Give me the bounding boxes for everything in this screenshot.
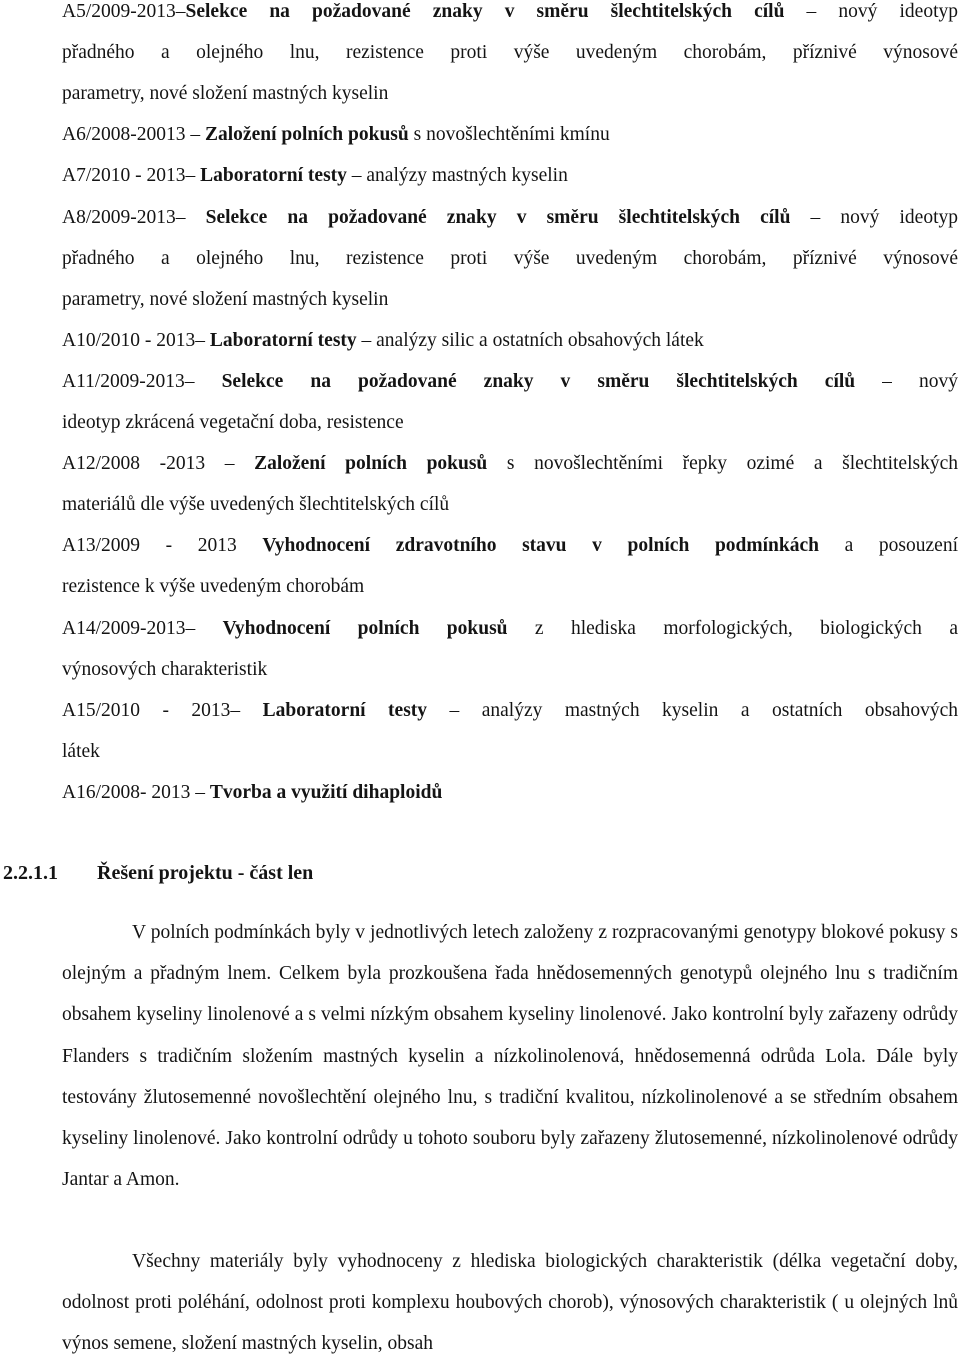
activity-title: Založení polních pokusů bbox=[205, 124, 409, 146]
activity-title: Selekce na požadované znaky v směru šlechtitelských cílů bbox=[185, 1, 785, 22]
paragraph-1 bbox=[62, 912, 958, 1200]
activity-code: A11/2009-2013– bbox=[62, 370, 222, 392]
list-line bbox=[62, 699, 958, 723]
activity-description: z hlediska morfologických, biologických a bbox=[507, 617, 958, 639]
list-line-text: přadného a olejného lnu, rezistence proti výše uvedeným chorobám, příznivé výnosové bbox=[62, 42, 958, 64]
list-line bbox=[62, 411, 404, 435]
activity-description: s novošlechtěními řepky ozimé a šlechtitelských bbox=[487, 453, 958, 475]
activity-title: Založení polních pokusů bbox=[254, 453, 488, 475]
list-line-text: ideotyp zkrácená vegetační doba, resistence bbox=[62, 412, 404, 433]
list-line bbox=[62, 452, 958, 476]
activity-code: A8/2009-2013– bbox=[62, 206, 206, 228]
list-line bbox=[62, 329, 704, 353]
activity-code: A10/2010 - 2013– bbox=[62, 329, 210, 351]
activity-title: Vyhodnocení polních pokusů bbox=[222, 617, 508, 639]
activity-title: Laboratorní testy bbox=[262, 699, 428, 721]
section-title: Řešení projektu - část len bbox=[97, 862, 314, 884]
activity-title: Selekce na požadované znaky v směru šlechtitelských cílů bbox=[205, 206, 791, 228]
activity-code: A7/2010 - 2013– bbox=[62, 165, 201, 187]
section-number: 2.2.1.1 bbox=[3, 862, 58, 884]
list-line-text: materiálů dle výše uvedených šlechtitelských cílů bbox=[62, 494, 450, 516]
list-line bbox=[62, 247, 958, 271]
activity-title: Laboratorní testy bbox=[209, 329, 357, 351]
list-line bbox=[62, 493, 449, 517]
activity-description: s novošlechtěními kmínu bbox=[408, 124, 610, 146]
list-line bbox=[62, 0, 958, 24]
paragraph-2 bbox=[62, 1241, 958, 1365]
list-line-text: přadného a olejného lnu, rezistence proti výše uvedeným chorobám, příznivé výnosové bbox=[62, 247, 958, 269]
list-line bbox=[62, 41, 958, 65]
activity-code: A15/2010 - 2013– bbox=[62, 699, 263, 721]
list-line bbox=[62, 658, 267, 682]
paragraph-2-text: Všechny materiály byly vyhodnoceny z hlediska biologických charakteristik (délka vegetační doby, odolnost proti poléhání, odolnost proti komplexu houbových chorob), výnosových charakteristik ( u olejných lnů výnos semene, složení mastných kyselin, obsah bbox=[62, 1251, 958, 1355]
list-line bbox=[62, 288, 388, 312]
list-line-text: rezistence k výše uvedeným chorobám bbox=[62, 576, 365, 598]
activity-description: – analýzy mastných kyselin bbox=[346, 165, 568, 187]
activity-description: – nový ideotyp bbox=[784, 1, 958, 22]
list-line bbox=[62, 534, 958, 558]
activity-description: a posouzení bbox=[819, 535, 958, 557]
activity-code: A5/2009-2013– bbox=[62, 1, 186, 22]
activity-title: Laboratorní testy bbox=[200, 165, 347, 187]
activity-title: Tvorba a využití dihaploidů bbox=[209, 781, 443, 803]
list-line-text: látek bbox=[62, 740, 100, 762]
list-line bbox=[62, 370, 958, 394]
list-line bbox=[62, 740, 100, 764]
activity-description: – analýzy mastných kyselin a ostatních obsahových bbox=[427, 699, 958, 721]
activity-code: A6/2008-20013 – bbox=[62, 124, 205, 146]
list-line-text: výnosových charakteristik bbox=[62, 658, 268, 680]
list-line bbox=[62, 617, 958, 641]
section-heading bbox=[3, 860, 313, 886]
list-line-text: parametry, nové složení mastných kyselin bbox=[62, 83, 389, 105]
activity-title: Vyhodnocení zdravotního stavu v polních podmínkách bbox=[262, 535, 819, 557]
activity-description: – nový bbox=[855, 370, 958, 392]
list-line bbox=[62, 781, 442, 805]
paragraph-1-text: V polních podmínkách byly v jednotlivých letech založeny z rozpracovanými genotypy blokové pokusy s olejným a přadným lnem. Celkem byla prozkoušena řada hnědosemenných genotypů olejného lnu s tradičním obsahem kyseliny linolenové a s velmi nízkým obsahem kyseliny linolenové. Jako kontrolní byly zařazeny odrůdy Flanders s tradičním složením mastných kyselin a nízkolinolenová, hnědosemenná odrůda Lola. Dále byly testovány žlutosemenné novošlechtění olejného lnu, s tradiční kvalitou, nízkolinolenové a se středním obsahem kyseliny linolenové. Jako kontrolní odrůdy u tohoto souboru byly zařazeny žlutosemenné, nízkolinolenové odrůdy Jantar a Amon. bbox=[62, 922, 958, 1191]
activity-code: A12/2008 -2013 – bbox=[62, 453, 255, 475]
list-line bbox=[62, 164, 568, 188]
activity-description: – nový ideotyp bbox=[790, 206, 958, 228]
list-line bbox=[62, 206, 958, 230]
activity-description: – analýzy silic a ostatních obsahových látek bbox=[356, 329, 704, 351]
activity-title: Selekce na požadované znaky v směru šlechtitelských cílů bbox=[221, 370, 856, 392]
list-line bbox=[62, 123, 610, 147]
activity-code: A14/2009-2013– bbox=[62, 617, 223, 639]
activity-code: A13/2009 - 2013 bbox=[62, 535, 263, 557]
activity-code: A16/2008- 2013 – bbox=[62, 781, 210, 803]
list-line bbox=[62, 575, 364, 599]
list-line bbox=[62, 82, 388, 106]
list-line-text: parametry, nové složení mastných kyselin bbox=[62, 288, 389, 310]
